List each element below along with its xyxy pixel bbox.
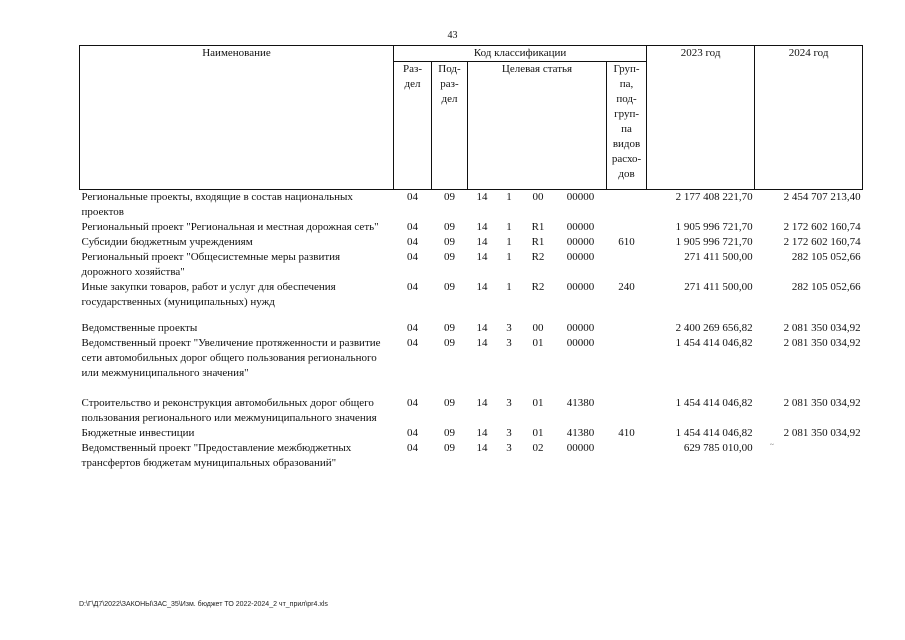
- row-section: 04: [407, 427, 418, 439]
- row-expense-type: [607, 441, 647, 471]
- row-target-project: R1: [531, 236, 545, 248]
- row-name: Ведомственный проект "Увеличение протяженности и развитие сети автомобильных дорог общего пользования регионального или межмуниципального значения": [81, 337, 381, 379]
- row-target-direction: 41380: [566, 427, 595, 439]
- row-target-subprogram: 1: [506, 221, 512, 233]
- row-expense-type: [607, 250, 647, 280]
- row-amount-2024: 2 081 350 034,92: [783, 397, 861, 409]
- row-target-project: 01: [532, 427, 544, 439]
- row-target-subprogram: 1: [506, 281, 512, 293]
- row-spacer-cell: [80, 310, 863, 321]
- row-expense-type: 410: [618, 427, 635, 439]
- row-target-project: 00: [532, 191, 544, 203]
- row-subsection: 09: [444, 191, 455, 203]
- row-target-project: 01: [532, 397, 544, 409]
- header-classification: Код классификации: [394, 46, 647, 62]
- row-amount-2023: 1 454 414 046,82: [675, 427, 753, 439]
- table-row: [80, 280, 863, 310]
- row-amount-2024: 2 081 350 034,92: [783, 322, 861, 334]
- row-target-direction: 00000: [566, 191, 595, 203]
- row-target-subprogram: 3: [506, 427, 512, 439]
- table-row: [80, 220, 863, 235]
- table-row: [80, 321, 863, 336]
- table-header: [80, 46, 863, 190]
- row-target-program: 14: [476, 322, 488, 334]
- table-body: [80, 190, 863, 472]
- row-amount-2023: 2 400 269 656,82: [675, 322, 753, 334]
- row-spacer-cell: [80, 381, 863, 396]
- row-amount-2023: 2 177 408 221,70: [675, 191, 753, 203]
- row-amount-2023: 629 785 010,00: [683, 442, 753, 454]
- row-subsection: 09: [444, 322, 455, 334]
- row-target-program: 14: [476, 427, 488, 439]
- row-subsection: 09: [444, 397, 455, 409]
- header-year-2023: 2023 год: [647, 46, 755, 190]
- row-target-direction: 00000: [566, 221, 595, 233]
- row-target-program: 14: [476, 442, 488, 454]
- row-subsection: 09: [444, 236, 455, 248]
- row-target-project: 02: [532, 442, 544, 454]
- row-target-program: 14: [476, 281, 488, 293]
- row-name: Бюджетные инвестиции: [81, 427, 195, 439]
- row-expense-type: [607, 396, 647, 426]
- row-name: Иные закупки товаров, работ и услуг для обеспечения государственных (муниципальных) нужд: [81, 281, 336, 308]
- row-target-project: 00: [532, 322, 544, 334]
- row-target-subprogram: 3: [506, 337, 512, 349]
- row-section: 04: [407, 397, 418, 409]
- table-row: [80, 396, 863, 426]
- row-amount-2024: 2 172 602 160,74: [783, 236, 861, 248]
- table-row: [80, 250, 863, 280]
- row-expense-type: 240: [618, 281, 635, 293]
- row-subsection: 09: [444, 337, 455, 349]
- row-target-program: 14: [476, 397, 488, 409]
- row-name: Региональный проект "Общесистемные меры развития дорожного хозяйства": [81, 251, 341, 278]
- row-target-direction: 41380: [566, 397, 595, 409]
- row-amount-2023: 1 905 996 721,70: [675, 221, 753, 233]
- row-target-direction: 00000: [566, 322, 595, 334]
- row-target-subprogram: 1: [506, 191, 512, 203]
- header-section: Раз- дел: [394, 62, 432, 190]
- table-row: [80, 190, 863, 221]
- row-target-project: 01: [532, 337, 544, 349]
- row-expense-type: [607, 321, 647, 336]
- table-row: [80, 336, 863, 381]
- row-name: Ведомственный проект "Предоставление межбюджетных трансфертов бюджетам муниципальных образований": [81, 442, 352, 469]
- row-section: 04: [407, 281, 418, 293]
- row-target-program: 14: [476, 251, 488, 263]
- row-target-program: 14: [476, 236, 488, 248]
- row-target-direction: 00000: [566, 281, 595, 293]
- row-amount-2024: 2 172 602 160,74: [783, 221, 861, 233]
- row-name: Субсидии бюджетным учреждениям: [81, 236, 253, 248]
- row-subsection: 09: [444, 427, 455, 439]
- row-expense-type: [607, 190, 647, 221]
- row-target-subprogram: 3: [506, 442, 512, 454]
- table-row: [80, 426, 863, 441]
- row-amount-2024: 282 105 052,66: [791, 251, 861, 263]
- row-amount-2023: 1 454 414 046,82: [675, 397, 753, 409]
- table-row: [80, 235, 863, 250]
- row-amount-2024: 2 081 350 034,92: [783, 337, 861, 349]
- stray-mark: ~: [770, 441, 774, 449]
- row-target-subprogram: 3: [506, 397, 512, 409]
- row-target-subprogram: 1: [506, 251, 512, 263]
- table-row: [80, 441, 863, 471]
- row-target-project: R2: [531, 251, 545, 263]
- header-target-item: Целевая статья: [468, 62, 607, 190]
- row-amount-2024: 2 081 350 034,92: [783, 427, 861, 439]
- header-name: Наименование: [80, 46, 394, 190]
- row-section: 04: [407, 221, 418, 233]
- row-target-direction: 00000: [566, 236, 595, 248]
- row-section: 04: [407, 251, 418, 263]
- row-amount-2024: 282 105 052,66: [791, 281, 861, 293]
- row-section: 04: [407, 322, 418, 334]
- row-expense-type: [607, 336, 647, 381]
- row-amount-2024: 2 454 707 213,40: [783, 191, 861, 203]
- row-target-subprogram: 3: [506, 322, 512, 334]
- row-amount-2023: 271 411 500,00: [684, 281, 753, 293]
- row-section: 04: [407, 337, 418, 349]
- row-target-program: 14: [476, 337, 488, 349]
- row-expense-type: [607, 220, 647, 235]
- row-amount-2023: 271 411 500,00: [684, 251, 753, 263]
- budget-table: [79, 45, 863, 471]
- row-subsection: 09: [444, 251, 455, 263]
- row-subsection: 09: [444, 442, 455, 454]
- row-target-direction: 00000: [566, 251, 595, 263]
- row-expense-type: 610: [618, 236, 635, 248]
- row-spacer: [80, 381, 863, 396]
- row-name: Региональный проект "Региональная и местная дорожная сеть": [81, 221, 379, 233]
- row-target-direction: 00000: [566, 442, 595, 454]
- row-target-project: R1: [531, 221, 545, 233]
- row-name: Ведомственные проекты: [81, 322, 198, 334]
- row-name: Строительство и реконструкция автомобильных дорог общего пользования регионального или межмуниципального значения: [81, 397, 377, 424]
- row-section: 04: [407, 191, 418, 203]
- row-subsection: 09: [444, 281, 455, 293]
- row-target-subprogram: 1: [506, 236, 512, 248]
- header-year-2024: 2024 год: [755, 46, 863, 190]
- row-section: 04: [407, 442, 418, 454]
- row-subsection: 09: [444, 221, 455, 233]
- row-target-program: 14: [476, 221, 488, 233]
- header-expense-group: Груп- па, под- груп- па видов расхо- дов: [607, 62, 647, 190]
- row-spacer: [80, 310, 863, 321]
- row-amount-2023: 1 454 414 046,82: [675, 337, 753, 349]
- row-name: Региональные проекты, входящие в состав национальных проектов: [81, 191, 353, 218]
- row-amount-2023: 1 905 996 721,70: [675, 236, 753, 248]
- row-target-program: 14: [476, 191, 488, 203]
- row-target-project: R2: [531, 281, 545, 293]
- header-subsection: Под- раз- дел: [432, 62, 468, 190]
- row-target-direction: 00000: [566, 337, 595, 349]
- row-section: 04: [407, 236, 418, 248]
- page-number: 43: [447, 30, 458, 41]
- footer-file-path: D:\Г\Д7\2022\ЗАКОНЫ\ЗАС_35\Изм. бюджет ТО 2022-2024_2 чт_прил\pr4.xls: [79, 601, 328, 608]
